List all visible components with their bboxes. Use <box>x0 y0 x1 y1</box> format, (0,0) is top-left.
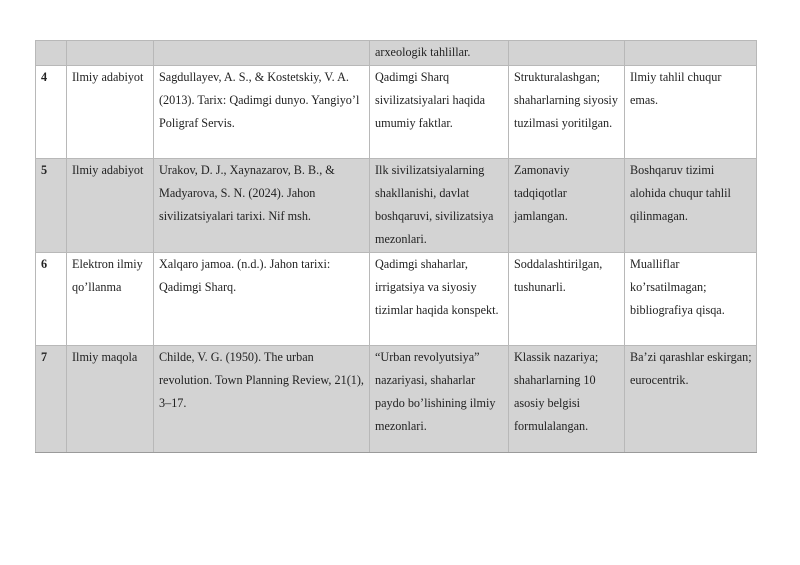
cell-source: Xalqaro jamoa. (n.d.). Jahon tarixi: Qadimgi Sharq. <box>154 253 370 346</box>
cell-gaps: Ba’zi qarashlar eskirgan; eurocentrik. <box>625 346 757 453</box>
table-row <box>36 346 757 453</box>
literature-review-table <box>35 40 757 453</box>
cell-content: Qadimgi Sharq sivilizatsiyalari haqida umumiy faktlar. <box>370 66 509 159</box>
cell-type: Elektron ilmiy qo’llanma <box>67 253 154 346</box>
cell-type: Ilmiy adabiyot <box>67 66 154 159</box>
cell-number: 4 <box>36 66 67 159</box>
cell-features: Zamonaviy tadqiqotlar jamlangan. <box>509 159 625 253</box>
table-row <box>36 159 757 253</box>
cell-content: Qadimgi shaharlar, irrigatsiya va siyosiy tizimlar haqida konspekt. <box>370 253 509 346</box>
cell-number: 6 <box>36 253 67 346</box>
cell-source: Urakov, D. J., Xaynazarov, B. B., & Madyarova, S. N. (2024). Jahon sivilizatsiyalari tarixi. Nif msh. <box>154 159 370 253</box>
cell-type <box>67 41 154 66</box>
cell-features <box>509 41 625 66</box>
cell-type: Ilmiy maqola <box>67 346 154 453</box>
table-row <box>36 253 757 346</box>
cell-source <box>154 41 370 66</box>
cell-content: Ilk sivilizatsiyalarning shakllanishi, davlat boshqaruvi, sivilizatsiya mezonlari. <box>370 159 509 253</box>
cell-features: Strukturalashgan; shaharlarning siyosiy tuzilmasi yoritilgan. <box>509 66 625 159</box>
cell-gaps: Mualliflar ko’rsatilmagan; bibliografiya qisqa. <box>625 253 757 346</box>
cell-number <box>36 41 67 66</box>
cell-gaps <box>625 41 757 66</box>
cell-features: Klassik nazariya; shaharlarning 10 asosiy belgisi formulalangan. <box>509 346 625 453</box>
cell-content: arxeologik tahlillar. <box>370 41 509 66</box>
table-row <box>36 66 757 159</box>
cell-content: “Urban revolyutsiya” nazariyasi, shaharlar paydo bo’lishining ilmiy mezonlari. <box>370 346 509 453</box>
cell-gaps: Ilmiy tahlil chuqur emas. <box>625 66 757 159</box>
cell-gaps: Boshqaruv tizimi alohida chuqur tahlil qilinmagan. <box>625 159 757 253</box>
cell-source: Sagdullayev, A. S., & Kostetskiy, V. A. (2013). Tarix: Qadimgi dunyo. Yangiyo’l Poligraf Servis. <box>154 66 370 159</box>
cell-number: 7 <box>36 346 67 453</box>
cell-features: Soddalashtirilgan, tushunarli. <box>509 253 625 346</box>
cell-number: 5 <box>36 159 67 253</box>
cell-type: Ilmiy adabiyot <box>67 159 154 253</box>
cell-source: Childe, V. G. (1950). The urban revolution. Town Planning Review, 21(1), 3–17. <box>154 346 370 453</box>
table-row-continuation <box>36 41 757 66</box>
